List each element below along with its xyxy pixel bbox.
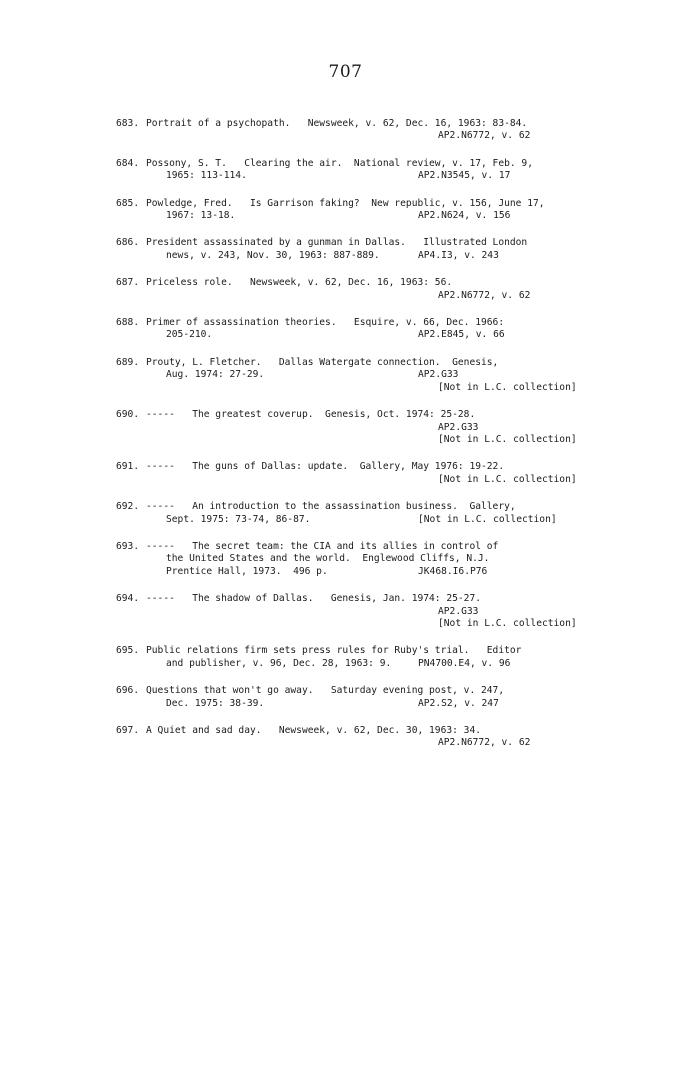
entry-text-line: Questions that won't go away. Saturday evening post, v. 247, — [146, 685, 505, 697]
entry-text-line: Primer of assassination theories. Esquire, v. 66, Dec. 1966: — [146, 317, 505, 329]
call-number: [Not in L.C. collection] — [438, 381, 577, 393]
entry-number: 684. — [116, 157, 140, 169]
bibliography-entry — [116, 685, 596, 710]
entry-text-line: Possony, S. T. Clearing the air. National review, v. 17, Feb. 9, — [146, 157, 533, 169]
entry-text-line: ----- The guns of Dallas: update. Gallery, May 1976: 19-22. — [146, 461, 505, 473]
call-number: AP2.N624, v. 156 — [418, 210, 511, 222]
call-number: AP4.I3, v. 243 — [418, 249, 499, 261]
bibliography-entry — [116, 725, 596, 750]
entry-text-line: news, v. 243, Nov. 30, 1963: 887-889. AP4.I3, v. 243 — [166, 249, 499, 261]
entry-number: 690. — [116, 409, 140, 421]
call-number: AP2.G33 — [418, 369, 459, 381]
bibliography-entry — [116, 645, 596, 670]
entry-text-line: and publisher, v. 96, Dec. 28, 1963: 9. PN4700.E4, v. 96 — [166, 657, 511, 669]
call-number: AP2.N6772, v. 62 — [438, 289, 531, 301]
call-number: [Not in L.C. collection] — [438, 617, 577, 629]
entry-number: 697. — [116, 725, 140, 736]
entry-text-line: President assassinated by a gunman in Dallas. Illustrated London — [146, 237, 528, 249]
entry-number: 689. — [116, 356, 140, 368]
entry-text-line: ----- An introduction to the assassination business. Gallery, — [146, 501, 516, 513]
bibliography-entry — [116, 317, 596, 342]
entry-text-line: Prouty, L. Fletcher. Dallas Watergate connection. Genesis, — [146, 356, 499, 368]
call-number: AP2.N6772, v. 62 — [438, 737, 531, 749]
bibliography-entry — [116, 277, 596, 302]
bibliography-entry — [116, 158, 596, 183]
entry-text-line: the United States and the world. Englewood Cliffs, N.J. — [166, 553, 490, 565]
entry-text-line: 1967: 13-18. AP2.N624, v. 156 — [166, 210, 511, 222]
call-number: AP2.G33 — [438, 421, 479, 433]
entry-number: 686. — [116, 237, 140, 249]
entry-text-line: ----- The secret team: the CIA and its allies in control of — [146, 540, 499, 552]
bibliography-entry — [116, 541, 596, 578]
entry-text-line: Aug. 1974: 27-29. AP2.G33 — [166, 369, 459, 381]
entry-number: 691. — [116, 461, 140, 473]
bibliography-entry — [116, 409, 596, 446]
entry-text-line: 1965: 113-114. AP2.N3545, v. 17 — [166, 170, 511, 182]
entry-text-line: Prentice Hall, 1973. 496 p. JK468.I6.P76 — [166, 565, 488, 577]
entry-text-line: Powledge, Fred. Is Garrison faking? New republic, v. 156, June 17, — [146, 197, 545, 209]
entry-number: 692. — [116, 501, 140, 513]
entry-text-line: Priceless role. Newsweek, v. 62, Dec. 16, 1963: 56. — [146, 277, 453, 289]
call-number: [Not in L.C. collection] — [418, 513, 557, 525]
bibliography-entry — [116, 593, 596, 630]
call-number: AP2.S2, v. 247 — [418, 697, 499, 709]
entry-number: 688. — [116, 317, 140, 329]
entry-number: 693. — [116, 540, 140, 552]
entry-number: 696. — [116, 685, 140, 697]
call-number: [Not in L.C. collection] — [438, 433, 577, 445]
entry-text-line: Dec. 1975: 38-39. AP2.S2, v. 247 — [166, 697, 499, 709]
call-number: PN4700.E4, v. 96 — [418, 657, 511, 669]
entry-number: 683. — [116, 118, 140, 129]
entry-text-line: Sept. 1975: 73-74, 86-87. [Not in L.C. collection] — [166, 513, 557, 525]
call-number: AP2.N6772, v. 62 — [438, 130, 531, 142]
bibliography-entry — [116, 198, 596, 223]
call-number: AP2.E845, v. 66 — [418, 329, 505, 341]
entry-text-line: 205-210. AP2.E845, v. 66 — [166, 329, 505, 341]
bibliography-entry — [116, 118, 596, 143]
call-number: AP2.N3545, v. 17 — [418, 170, 511, 182]
entry-number: 695. — [116, 645, 140, 657]
entry-number: 687. — [116, 277, 140, 289]
call-number: JK468.I6.P76 — [418, 565, 488, 577]
entry-text-line: ----- The shadow of Dallas. Genesis, Jan. 1974: 25-27. — [146, 593, 482, 605]
bibliography-entry — [116, 357, 596, 394]
bibliography-entry — [116, 461, 596, 486]
entry-text-line: A Quiet and sad day. Newsweek, v. 62, Dec. 30, 1963: 34. — [146, 725, 482, 736]
call-number: [Not in L.C. collection] — [438, 473, 577, 485]
entry-number: 685. — [116, 197, 140, 209]
entry-number: 694. — [116, 593, 140, 605]
page-number: 707 — [328, 62, 363, 82]
bibliography-entry — [116, 501, 596, 526]
call-number: AP2.G33 — [438, 605, 479, 617]
entry-text-line: Public relations firm sets press rules for Ruby's trial. Editor — [146, 645, 522, 657]
entry-text-line: Portrait of a psychopath. Newsweek, v. 62, Dec. 16, 1963: 83-84. — [146, 118, 528, 129]
entry-text-line: ----- The greatest coverup. Genesis, Oct. 1974: 25-28. — [146, 409, 476, 421]
bibliography-list — [116, 118, 596, 765]
bibliography-entry — [116, 237, 596, 262]
